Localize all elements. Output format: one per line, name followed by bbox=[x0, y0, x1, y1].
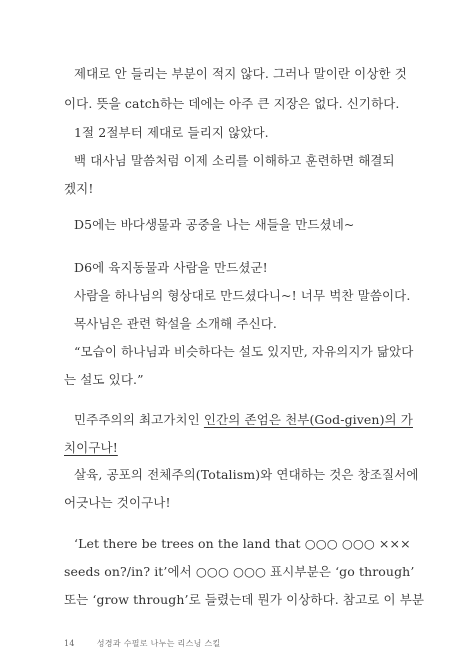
body-line: 겠지! bbox=[64, 181, 94, 196]
body-line bbox=[74, 412, 413, 428]
body-line: seeds on?/in? it’에서 ○○○ ○○○ 표시부분은 ‘go through’ bbox=[64, 564, 415, 579]
underlined-text: 치이구나! bbox=[64, 440, 118, 455]
quote-line: 는 설도 있다.” bbox=[64, 372, 144, 387]
page-number: 14 bbox=[64, 639, 75, 648]
body-line: D6에 육지동물과 사람을 만드셨군! bbox=[74, 260, 268, 275]
body-line: D5에는 바다생물과 공중을 나는 새들을 만드셨네~ bbox=[74, 217, 355, 232]
body-line: 사람을 하나님의 형상대로 만드셨다니~! 너무 벅찬 말씀이다. bbox=[74, 288, 411, 303]
book-title: 성경과 수필로 나누는 리스닝 스킬 bbox=[96, 639, 221, 648]
quote-line: “모습이 하나님과 비슷하다는 설도 있지만, 자유의지가 닮았다 bbox=[74, 344, 414, 359]
body-line: 살육, 공포의 전체주의(Totalism)와 연대하는 것은 창조질서에 bbox=[74, 467, 419, 482]
body-text: 민주주의의 최고가치인 bbox=[74, 412, 204, 427]
body-line: 목사님은 관련 학설을 소개해 주신다. bbox=[74, 316, 277, 331]
body-line: 제대로 안 들리는 부분이 적지 않다. 그러나 말이란 이상한 것 bbox=[74, 66, 407, 81]
underlined-text: 인간의 존엄은 천부(God-given)의 가 bbox=[203, 412, 413, 427]
body-line: 1절 2절부터 제대로 들리지 않았다. bbox=[74, 125, 269, 140]
body-line: 백 대사님 말씀처럼 이제 소리를 이해하고 훈련하면 해결되 bbox=[74, 153, 395, 168]
body-line: ‘Let there be trees on the land that ○○○ ○○○ ××× bbox=[74, 536, 411, 551]
body-line: 이다. 뜻을 catch하는 데에는 아주 큰 지장은 없다. 신기하다. bbox=[64, 96, 400, 111]
body-line: 어긋나는 것이구나! bbox=[64, 495, 171, 510]
body-line: 또는 ‘grow through’로 들렸는데 뭔가 이상하다. 참고로 이 부분 bbox=[64, 592, 425, 607]
body-line bbox=[64, 440, 118, 456]
page-footer bbox=[64, 638, 221, 649]
